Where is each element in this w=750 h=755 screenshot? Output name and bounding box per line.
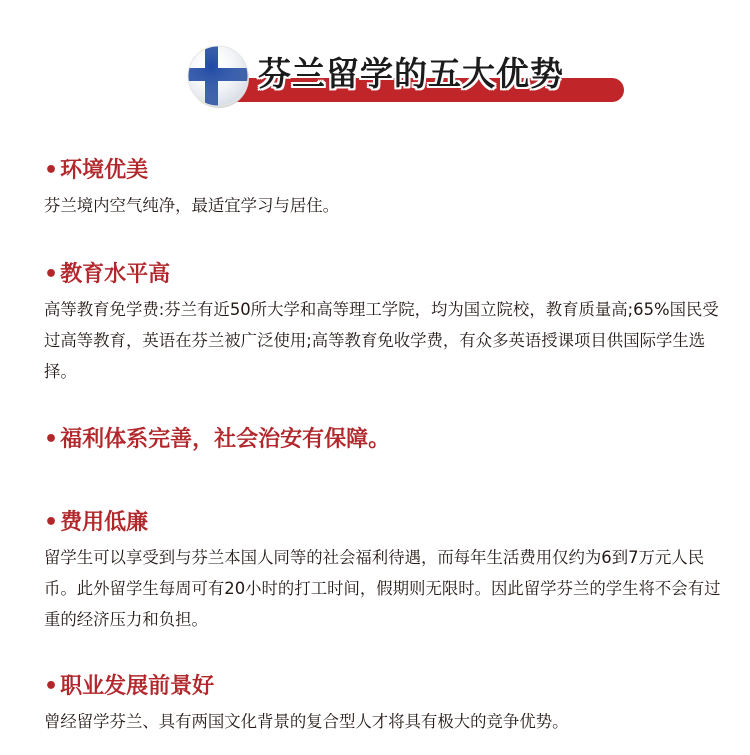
section-career: [44, 672, 724, 737]
section-education: [44, 260, 724, 387]
section-heading-text: 职业发展前景好: [60, 674, 215, 699]
section-heading-text: 环境优美: [60, 158, 149, 183]
section-body: 曾经留学芬兰、具有两国文化背景的复合型人才将具有极大的竞争优势。: [44, 712, 569, 731]
section-heading-text: 教育水平高: [60, 262, 171, 287]
section-heading: [44, 425, 724, 455]
section-heading-text: 福利体系完善，社会治安有保障。: [60, 427, 391, 452]
bullet-marker: •: [44, 427, 59, 452]
section-heading: [44, 672, 724, 702]
section-heading-text: 费用低廉: [60, 510, 149, 535]
section-environment: [44, 156, 724, 221]
section-heading: [44, 260, 724, 290]
section-cost: [44, 508, 724, 635]
section-heading: [44, 508, 724, 538]
section-body: 高等教育免学费:芬兰有近50所大学和高等理工学院，均为国立院校，教育质量高;65%国民受过高等教育，英语在芬兰被广泛使用;高等教育免收学费，有众多英语授课项目供国际学生选择。: [44, 300, 719, 381]
section-welfare: [44, 425, 724, 455]
bullet-marker: •: [44, 674, 59, 699]
finland-flag-icon: [186, 44, 250, 108]
section-heading: [44, 156, 724, 186]
bullet-marker: •: [44, 158, 59, 183]
bullet-marker: •: [44, 510, 59, 535]
bullet-marker: •: [44, 262, 59, 287]
section-body: 留学生可以享受到与芬兰本国人同等的社会福利待遇，而每年生活费用仅约为6到7万元人民币。此外留学生每周可有20小时的打工时间，假期则无限时。因此留学芬兰的学生将不会有过重的经济压力和负担。: [44, 548, 721, 629]
section-body: 芬兰境内空气纯净，最适宜学习与居住。: [44, 196, 340, 215]
page-header-banner: [186, 42, 636, 112]
page-title: 芬兰留学的五大优势: [258, 54, 564, 93]
